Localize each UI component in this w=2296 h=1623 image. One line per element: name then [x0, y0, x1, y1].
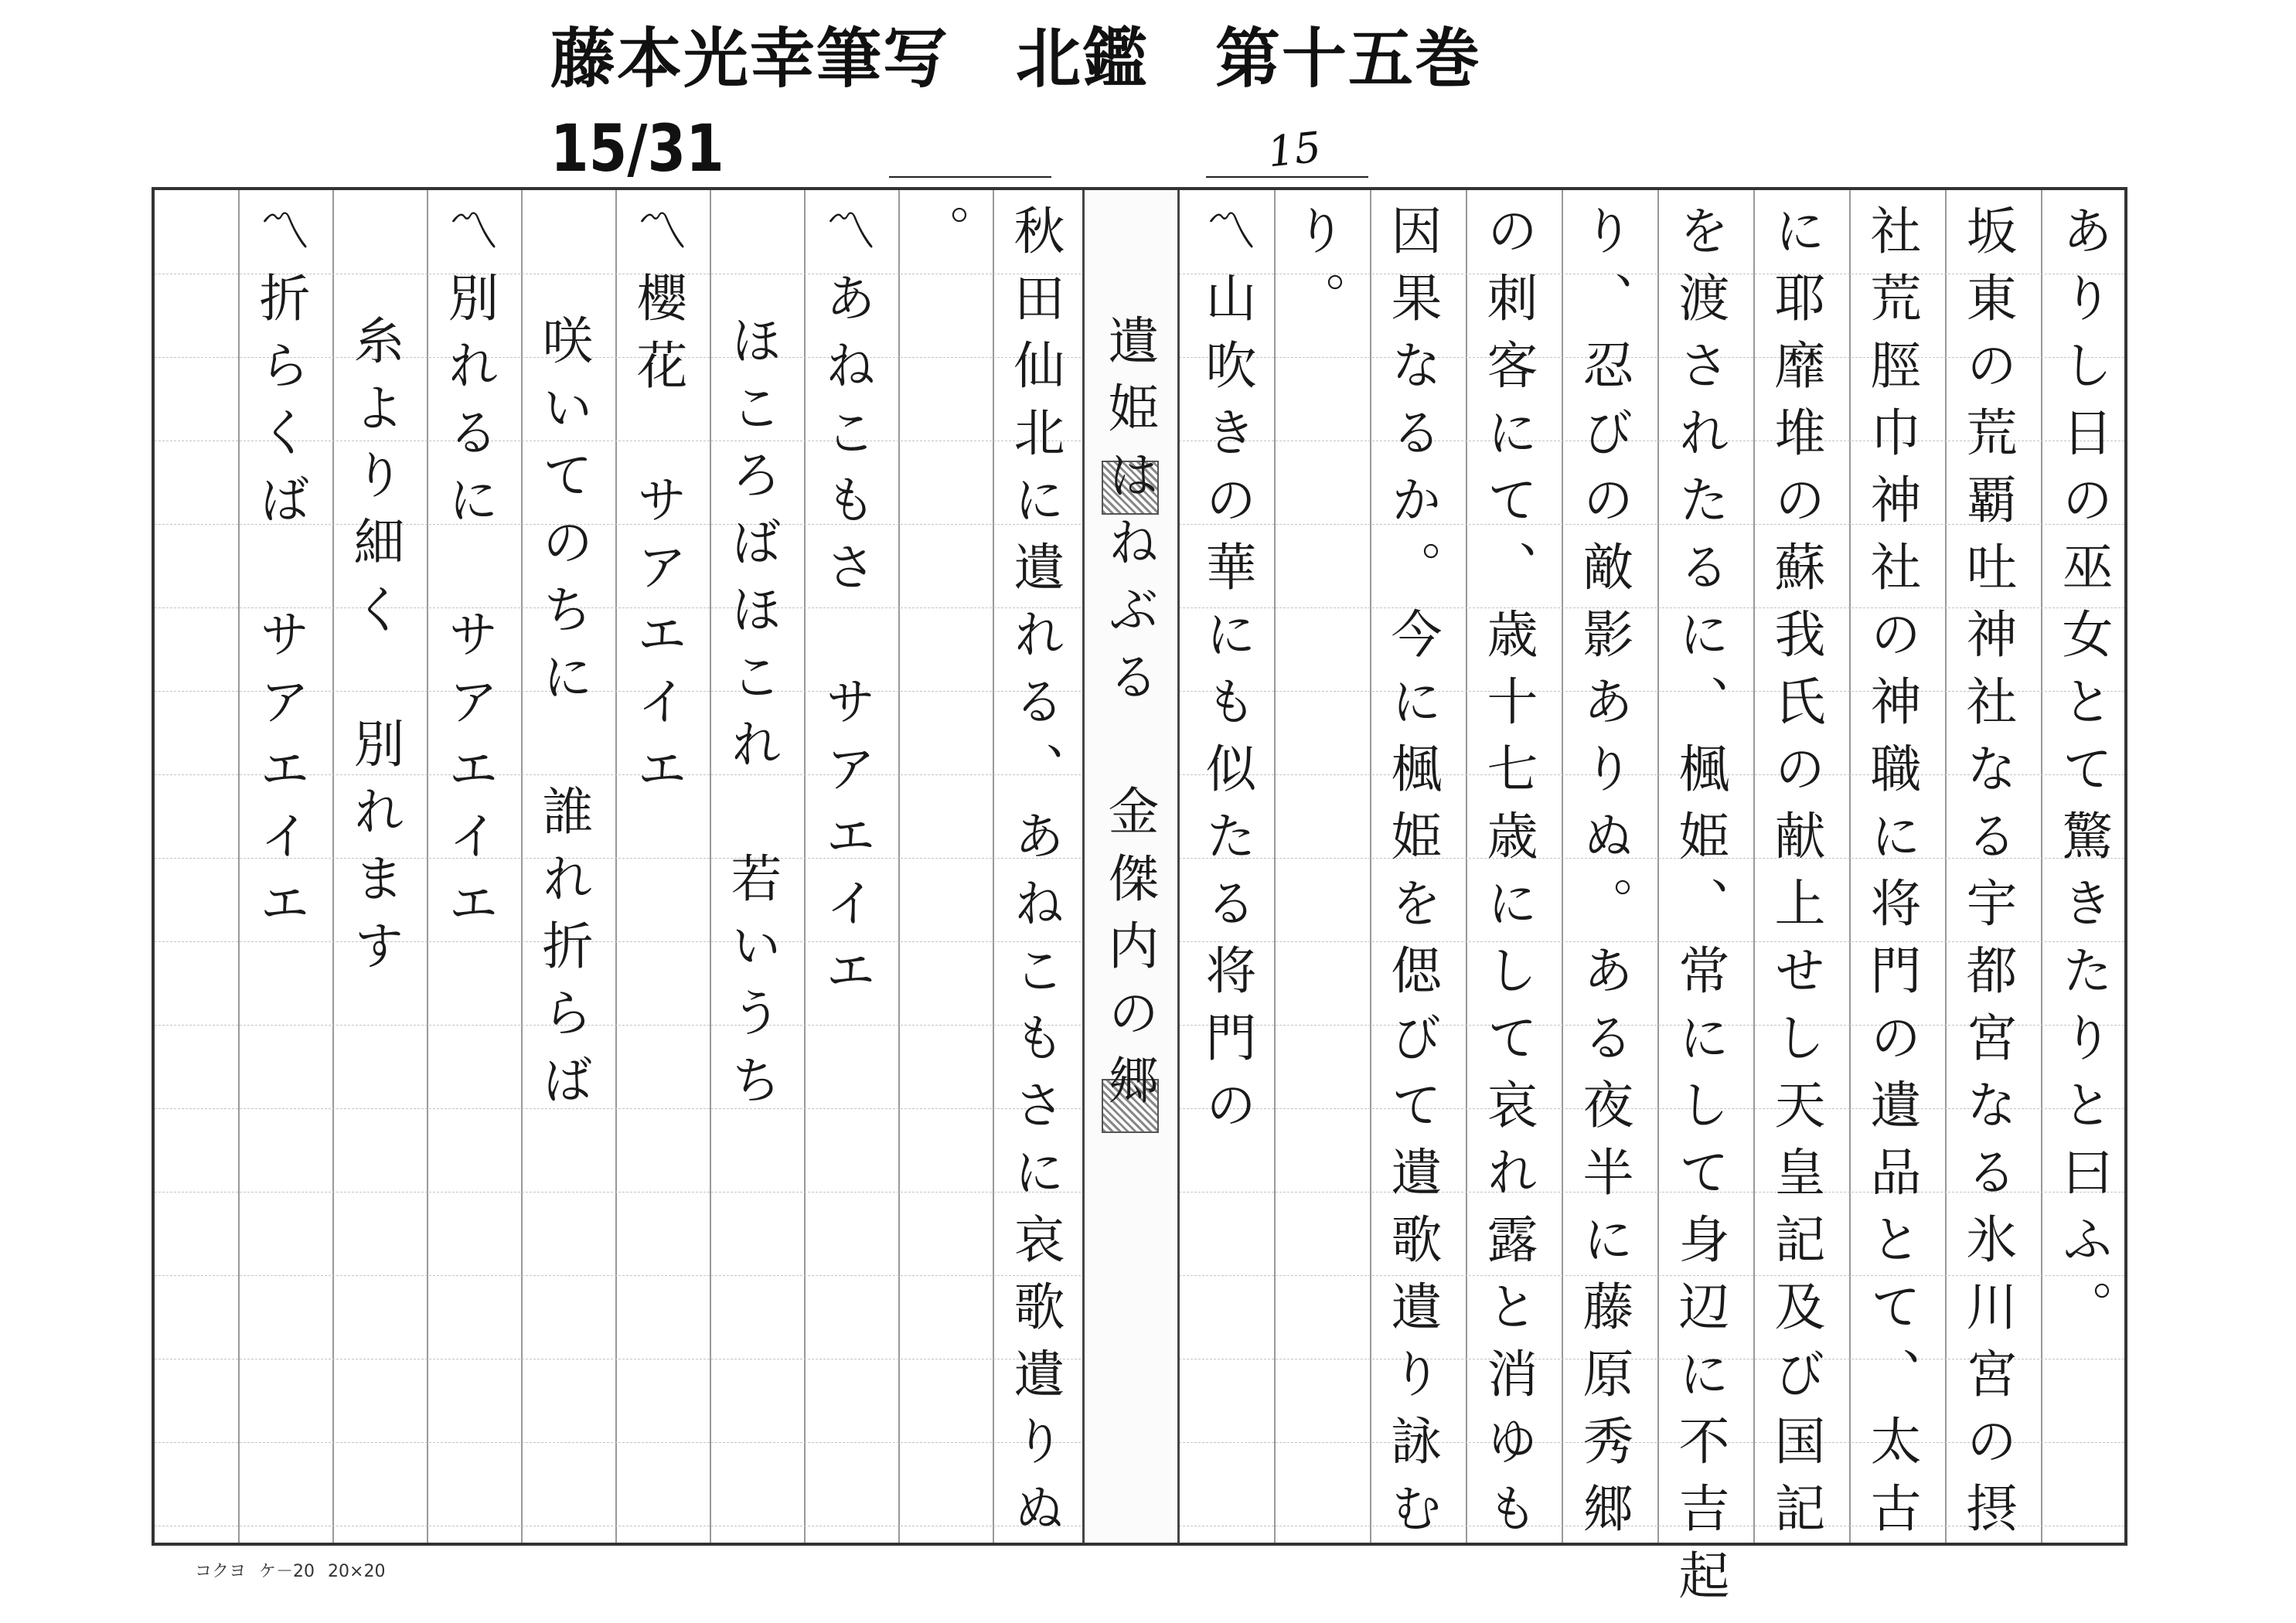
manuscript-column: の刺客にて、歳十七歳にして哀れ露と消ゆも [1478, 204, 1538, 1549]
paper-footer [195, 1558, 385, 1582]
manuscript-column: 〽別れるに サアエイエ [439, 204, 499, 944]
manuscript-column: ありし日の巫女とて驚きたりと曰ふ。 [2053, 204, 2113, 1347]
page-mark-line [889, 176, 1051, 178]
manuscript-column: り、忍びの敵影ありぬ。ある夜半に藤原秀郷 [1574, 204, 1633, 1549]
manuscript-column: 坂東の荒覇吐神社なる宇都宮なる氷川宮の摂 [1957, 204, 2017, 1549]
footer-grid: 20×20 [328, 1562, 386, 1581]
manuscript-column: 秋田仙北に遺れる、あねこもさに哀歌遺りぬ [1005, 204, 1065, 1549]
manuscript-column: に耶靡堆の蘇我氏の献上せし天皇記及び国記 [1766, 204, 1825, 1549]
page-mark: 15 [1265, 122, 1323, 177]
manuscript-column: 〽山吹きの華にも似たる将門の [1197, 204, 1256, 1145]
grid-column-line [1274, 190, 1276, 1543]
manuscript-column: 。 [911, 204, 970, 271]
manuscript-column: 〽折らくば サアエイエ [250, 204, 310, 944]
manuscript-column: を渡されたるに、楓姫、常にして身辺に不吉起 [1670, 204, 1729, 1616]
manuscript-column: 〽櫻花 サアエイエ [628, 204, 687, 809]
manuscript-column: 社荒脛巾神社の神職に将門の遺品とて、太古 [1862, 204, 1921, 1549]
manuscript-column: 〽あねこもさ サアエイエ [816, 204, 876, 1011]
footer-brand: コクヨ [195, 1562, 247, 1581]
manuscript-column: り。 [1286, 204, 1346, 339]
grid-column-line [898, 190, 900, 1543]
page-mark-underline [1206, 176, 1368, 178]
manuscript-column: 遺姫はねぶる 金傑内の郷 [1099, 314, 1159, 1121]
title: 藤本光幸筆写 北鑑 第十五巻 [550, 21, 1482, 97]
manuscript-column: 咲いてのちに 誰れ折らば [533, 314, 593, 1121]
page-counter: 15/31 [550, 111, 724, 186]
manuscript-column: ほころばほこれ 若いうち [722, 314, 782, 1121]
footer-product: ケ－20 [259, 1562, 315, 1581]
manuscript-column: 糸より細く 別れます [345, 314, 404, 986]
manuscript-column: 因果なるか。今に楓姫を偲びて遺歌遺り詠む [1382, 204, 1442, 1549]
